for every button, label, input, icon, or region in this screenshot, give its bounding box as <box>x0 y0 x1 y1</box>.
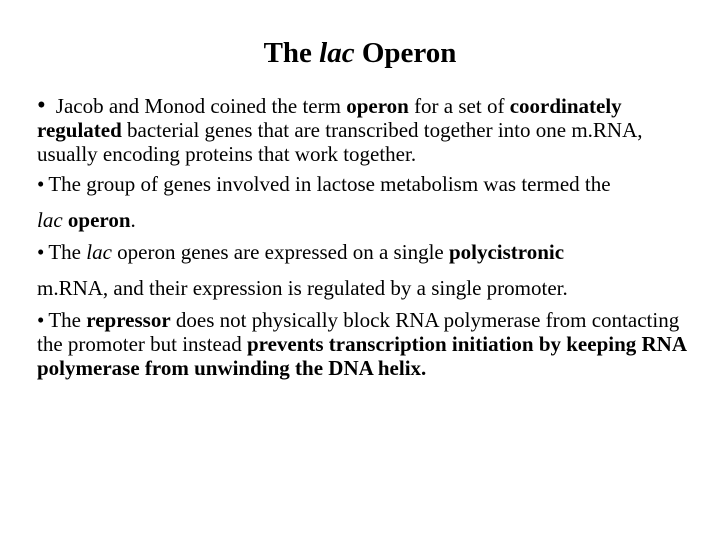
bullet-text: for a set of <box>408 94 510 118</box>
bullet-bold-text: operon <box>62 208 131 232</box>
bullet-bold-text: operon <box>346 94 409 118</box>
bullet-italic-text: lac <box>37 208 63 232</box>
bullet-bold-text: polycistronic <box>448 240 565 264</box>
bullet-bold-text: prevents transcription initiation by keeping RNA polymerase from unwinding the DNA helix. <box>37 332 686 380</box>
bullet-text: The <box>48 240 87 264</box>
bullet-operon-definition <box>37 94 697 166</box>
bullet-text: The <box>48 308 87 332</box>
bullet-text-line-2: m.RNA, and their expression is regulated by a single promoter. <box>37 276 568 300</box>
bullet-marker: • <box>37 172 45 196</box>
bullet-text: The group of genes involved in lactose metabolism was termed the <box>48 172 611 196</box>
bullet-line-2 <box>37 208 697 232</box>
title-italic: lac <box>319 37 355 69</box>
bullet-text: operon genes are expressed on a single <box>111 240 449 264</box>
bullet-polycistronic <box>37 240 697 300</box>
bullet-bold-text: repressor <box>86 308 171 332</box>
slide-body <box>37 94 697 380</box>
title-suffix: Operon <box>354 37 457 69</box>
bullet-italic-text: lac <box>86 240 112 264</box>
bullet-text: bacterial genes that are transcribed together into one m.RNA, usually encoding proteins that work together. <box>37 118 643 166</box>
title-prefix: The <box>263 37 320 69</box>
bullet-marker: • <box>37 92 46 119</box>
bullet-text: does not physically block RNA polymerase from contacting the promoter but instead <box>37 308 680 356</box>
bullet-text: . <box>130 208 136 232</box>
slide-title <box>0 36 720 70</box>
bullet-marker: • <box>37 240 45 264</box>
bullet-repressor <box>37 308 697 380</box>
bullet-marker: • <box>37 308 45 332</box>
bullet-lac-operon-term <box>37 172 697 232</box>
bullet-text: Jacob and Monod coined the term <box>55 94 347 118</box>
bullet-bold-text: coordinately regulated <box>37 94 622 142</box>
